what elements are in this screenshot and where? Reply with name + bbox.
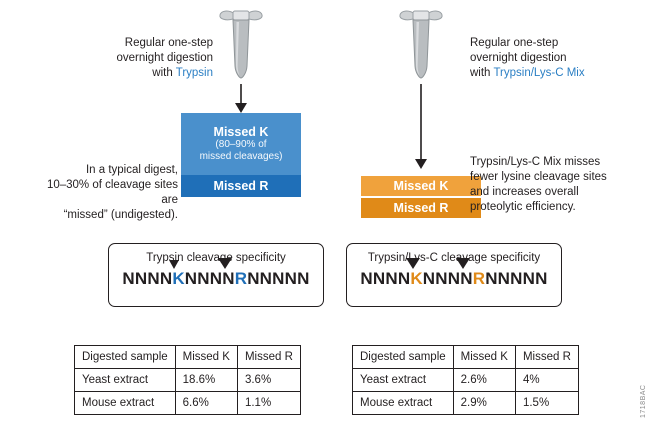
right-spec-title: Trypsin/Lys-C cleavage specificity [367,252,541,264]
right-seq-seg2: NNNN [422,269,473,288]
right-th-missed-r: Missed R [515,346,578,369]
right-results-table [352,345,579,415]
left-r1-missed-k: 6.6% [175,392,237,415]
right-seq-k: K [410,269,423,288]
right-th-sample: Digested sample [353,346,454,369]
left-r0-missed-k: 18.6% [175,369,237,392]
left-results-table [74,345,301,415]
left-spec-title: Trypsin cleavage specificity [146,252,286,264]
left-r1-missed-r: 1.1% [237,392,300,415]
right-caption [470,36,645,81]
left-note-line3: “missed” (undigested). [63,209,178,221]
right-note-line2: fewer lysine cleavage sites [470,171,607,183]
right-caption-prefix: with [470,67,494,79]
right-bar-missed-k-label: Missed K [393,179,449,193]
right-caption-line2: overnight digestion [470,52,567,64]
left-th-missed-r: Missed R [237,346,300,369]
left-bar-missed-k-sub2: missed cleavages) [199,151,283,162]
right-note-line1: Trypsin/Lys-C Mix misses [470,156,601,168]
right-r0-missed-r: 4% [515,369,578,392]
right-bar-missed-k [361,176,481,196]
table-row [75,369,301,392]
right-r0-missed-k: 2.6% [453,369,515,392]
right-seq-seg3: NNNNN [485,269,548,288]
left-seq-seg1: NNNN [122,269,173,288]
right-spec-panel [346,243,562,307]
left-spec-sequence [122,269,309,289]
left-th-sample: Digested sample [75,346,176,369]
right-bar-missed-r-label: Missed R [393,201,449,215]
left-bar-missed-k-label: Missed K [213,124,269,139]
left-bar-group [181,113,301,197]
right-caption-enzyme [493,67,584,79]
left-caption-line1: Regular one-step [124,37,213,49]
left-caption-line3 [88,66,213,81]
left-spec-panel [108,243,324,307]
right-r1-sample: Mouse extract [353,392,454,415]
left-th-missed-k: Missed K [175,346,237,369]
side-code: 1718BAC [640,384,647,418]
left-bar-missed-k-sub1: (80–90% of [215,138,267,150]
right-r0-sample: Yeast extract [353,369,454,392]
left-caption [88,36,213,81]
left-seq-k: K [172,269,185,288]
left-note [38,163,178,223]
left-seq-r: R [234,269,248,288]
left-caption-enzyme: Trypsin [175,67,213,79]
right-seq-r: R [472,269,486,288]
right-caption-line1: Regular one-step [470,37,559,49]
right-note-line3: and increases overall [470,186,579,198]
left-cleavage-marker-k [169,260,179,269]
right-note-line4: proteolytic efficiency. [470,201,576,213]
right-seq-seg1: NNNN [360,269,411,288]
right-table-header-row [353,346,579,369]
left-r1-sample: Mouse extract [75,392,176,415]
left-seq-seg3: NNNNN [247,269,310,288]
tube-icon-left [218,8,264,78]
right-caption-enzyme-text: Trypsin/Lys-C Mix [493,67,585,79]
left-caption-prefix: with [152,67,176,79]
left-note-line1: In a typical digest, [85,164,178,176]
right-note [470,155,640,215]
right-spec-sequence [360,269,547,289]
left-r0-missed-r: 3.6% [237,369,300,392]
table-row [353,369,579,392]
left-seq-seg2: NNNN [184,269,235,288]
table-row [353,392,579,415]
right-cleavage-marker-k [406,258,420,269]
right-r1-missed-k: 2.9% [453,392,515,415]
right-r1-missed-r: 1.5% [515,392,578,415]
right-bar-group [361,176,481,218]
right-bar-missed-r [361,198,481,218]
left-cleavage-marker-r [218,258,232,269]
right-th-missed-k: Missed K [453,346,515,369]
table-row [75,392,301,415]
right-cleavage-marker-r [456,258,470,269]
left-bar-missed-r [181,175,301,197]
left-r0-sample: Yeast extract [75,369,176,392]
left-bar-missed-r-label: Missed R [213,179,269,193]
left-caption-line2: overnight digestion [116,52,213,64]
arrow-down-right [412,84,430,175]
tube-icon-right [398,8,444,78]
left-bar-missed-k [181,113,301,175]
left-note-line2: 10–30% of cleavage sites are [46,179,178,206]
right-caption-line3 [470,66,645,81]
left-table-header-row [75,346,301,369]
